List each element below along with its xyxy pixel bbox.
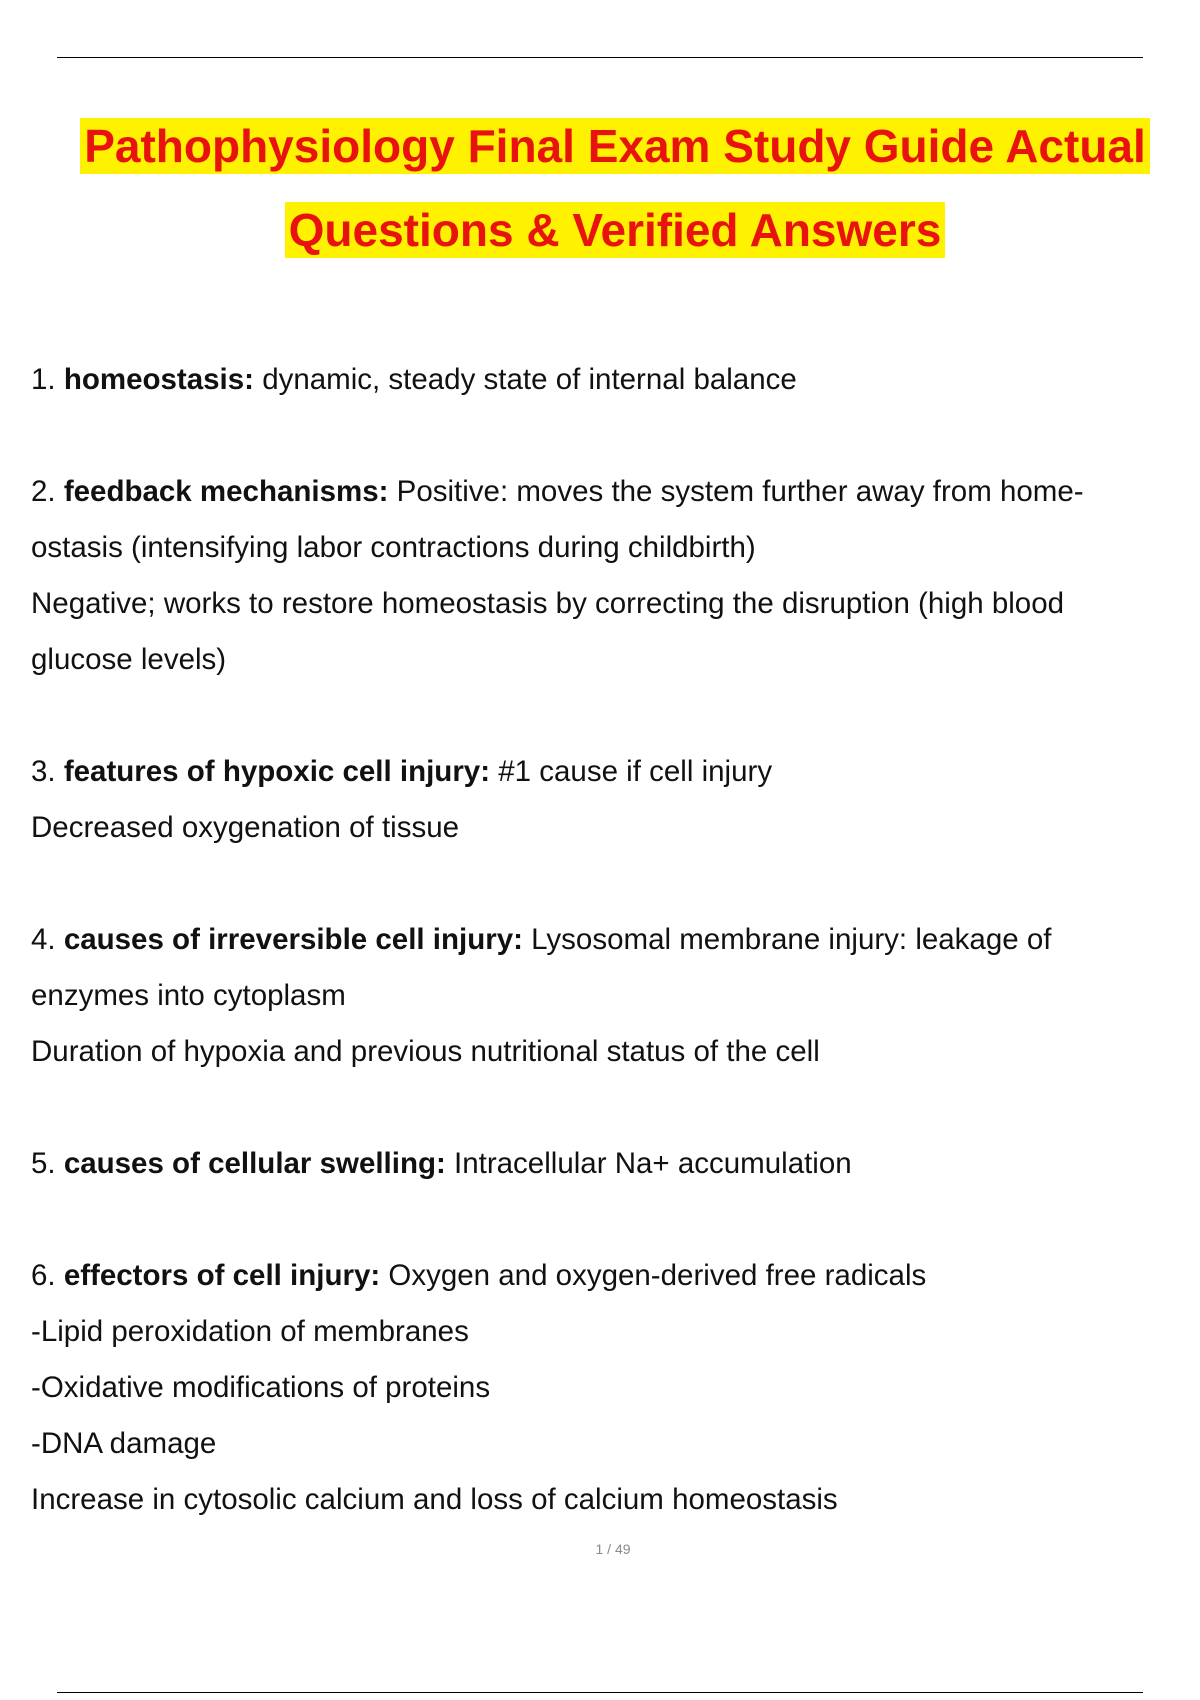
bottom-rule [57,1692,1143,1693]
qa-first-line [31,912,1171,968]
qa-entry [31,912,1171,1080]
qa-term: causes of cellular swelling: [63,1147,446,1180]
qa-answer-line: ostasis (intensifying labor contractions during childbirth) [31,531,756,564]
title-line-1: Pathophysiology Final Exam Study Guide Actual [80,118,1150,174]
qa-number: 4. [31,923,56,956]
qa-term: effectors of cell injury: [63,1259,381,1292]
qa-term: feedback mechanisms: [63,475,389,508]
qa-answer: Oxygen and oxygen-derived free radicals [388,1259,927,1292]
qa-first-line [31,744,1171,800]
qa-answer-line: -Oxidative modifications of proteins [31,1371,491,1404]
qa-number: 3. [31,755,56,788]
top-rule [57,57,1143,58]
qa-answer: #1 cause if cell injury [498,755,773,788]
qa-answer-line: enzymes into cytoplasm [31,979,346,1012]
title-line-2: Questions & Verified Answers [285,202,946,258]
qa-term: causes of irreversible cell injury: [63,923,523,956]
qa-answer: Intracellular Na+ accumulation [454,1147,852,1180]
qa-entry [31,1248,1171,1528]
qa-answer-line: Decreased oxygenation of tissue [31,811,460,844]
qa-entry [31,744,1171,856]
qa-first-line [31,352,1171,408]
qa-entry [31,1136,1171,1192]
qa-answer-line: Negative; works to restore homeostasis by correcting the disruption (high blood [31,587,1065,620]
qa-first-line [31,1248,1171,1304]
qa-entry [31,464,1171,688]
qa-answer: dynamic, steady state of internal balance [262,363,797,396]
qa-term: features of hypoxic cell injury: [63,755,491,788]
qa-answer-line: glucose levels) [31,643,227,676]
qa-answer-line: Duration of hypoxia and previous nutritional status of the cell [31,1035,820,1068]
qa-number: 1. [31,363,56,396]
qa-number: 5. [31,1147,56,1180]
qa-list [31,352,1171,1528]
qa-answer-line: -Lipid peroxidation of membranes [31,1315,469,1348]
qa-answer-line: Increase in cytosolic calcium and loss of calcium homeostasis [31,1483,838,1516]
qa-answer: Positive: moves the system further away from home- [396,475,1084,508]
qa-answer-line: -DNA damage [31,1427,217,1460]
qa-first-line [31,1136,1171,1192]
qa-number: 2. [31,475,56,508]
qa-number: 6. [31,1259,56,1292]
qa-answer: Lysosomal membrane injury: leakage of [531,923,1052,956]
document-title [40,104,1190,272]
qa-entry [31,352,1171,408]
qa-term: homeostasis: [63,363,254,396]
qa-first-line [31,464,1171,520]
page-indicator: 1 / 49 [595,1541,631,1557]
